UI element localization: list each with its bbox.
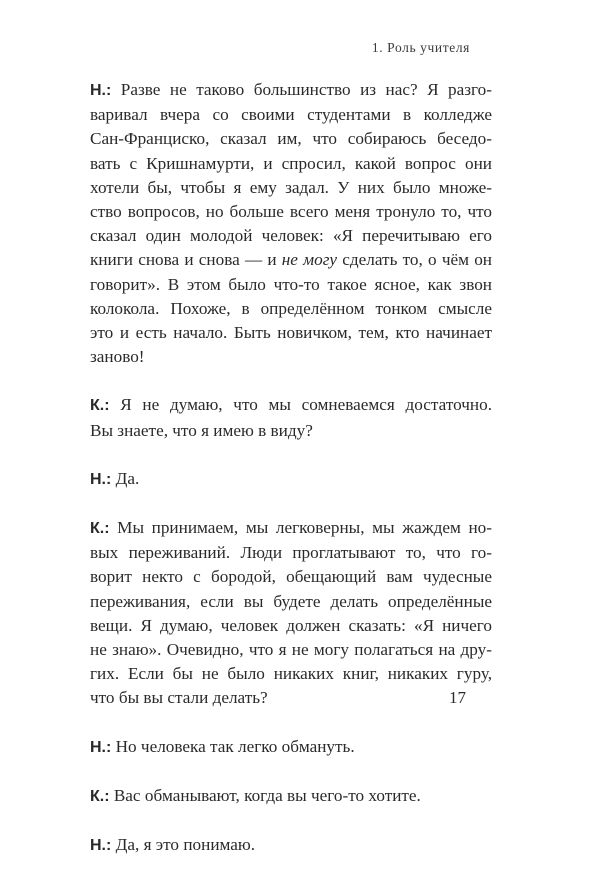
dialogue-paragraph-3 [90,467,492,492]
text-line: заново! [90,347,145,367]
text-line: Н.: Да, я это понимаю. [90,835,256,855]
text-line: К.: Вас обманывают, когда вы чего-то хотите. [90,785,421,805]
text-line: К.: Мы принимаем, мы легковерны, мы жаждем но- [90,518,492,538]
text-line: Вы знаете, что я имею в виду? [90,420,313,440]
text-line: не знаю». Очевидно, что я не могу полагаться на дру- [90,640,492,660]
text-line: вых переживаний. Люди проглатывают то, что го- [90,543,492,563]
text-line: это и есть начало. Быть новичком, тем, кто начинает [90,323,492,343]
dialogue-paragraph-2 [90,393,492,442]
text-line: колокола. Похоже, в определённом тонком смысле [90,298,492,318]
dialogue-paragraph-6 [90,784,492,809]
text-line: хотели бы, чтобы я ему задал. У них было множе- [90,177,492,197]
speaker-label: К.: [90,397,110,415]
text-line: переживания, если вы будете делать определённые [90,591,492,611]
dialogue-text [90,78,492,882]
text-line: книги снова и снова — и не могу сделать то, о чём он [90,250,493,270]
emphasis-text: не могу [281,250,338,270]
text-line: вещи. Я думаю, человек должен сказать: «Я ничего [90,615,492,635]
text-line: варивал вчера со своими студентами в колледже [90,105,492,125]
speaker-label: Н.: [90,470,112,488]
speaker-label: Н.: [90,82,112,99]
text-line: ворит некто с бородой, обещающий вам чудесные [90,567,492,587]
dialogue-paragraph-1 [90,78,492,369]
speaker-label: Н.: [90,738,112,756]
text-line: говорит». В этом было что-то такое ясное, как звон [90,274,492,294]
dialogue-paragraph-5 [90,735,492,760]
text-line: сказал один молодой человек: «Я перечитываю его [90,226,492,246]
text-line: Н.: Разве не таково большинство из нас? Я разго- [90,80,492,99]
dialogue-paragraph-7 [90,833,492,858]
speaker-label: К.: [90,520,110,538]
text-line: что бы вы стали делать? [90,688,268,708]
dialogue-paragraph-4 [90,516,492,711]
speaker-label: Н.: [90,837,112,855]
text-line: ство вопросов, но больше всего меня тронуло то, что [90,202,492,222]
page-number: 17 [449,688,466,707]
running-header: 1. Роль учителя [371,40,470,55]
text-line: К.: Я не думаю, что мы сомневаемся достаточно. [90,395,492,415]
text-line: вать с Кришнамурти, и спросил, какой вопрос они [90,153,492,173]
speaker-label: К.: [90,787,110,805]
text-line: Сан-Франциско, сказал им, что собираюсь беседо- [90,129,492,149]
text-line: гих. Если бы не было никаких книг, никаких гуру, [90,664,492,684]
text-line: Н.: Да. [90,468,140,488]
text-line: Н.: Но человека так легко обмануть. [90,736,355,756]
